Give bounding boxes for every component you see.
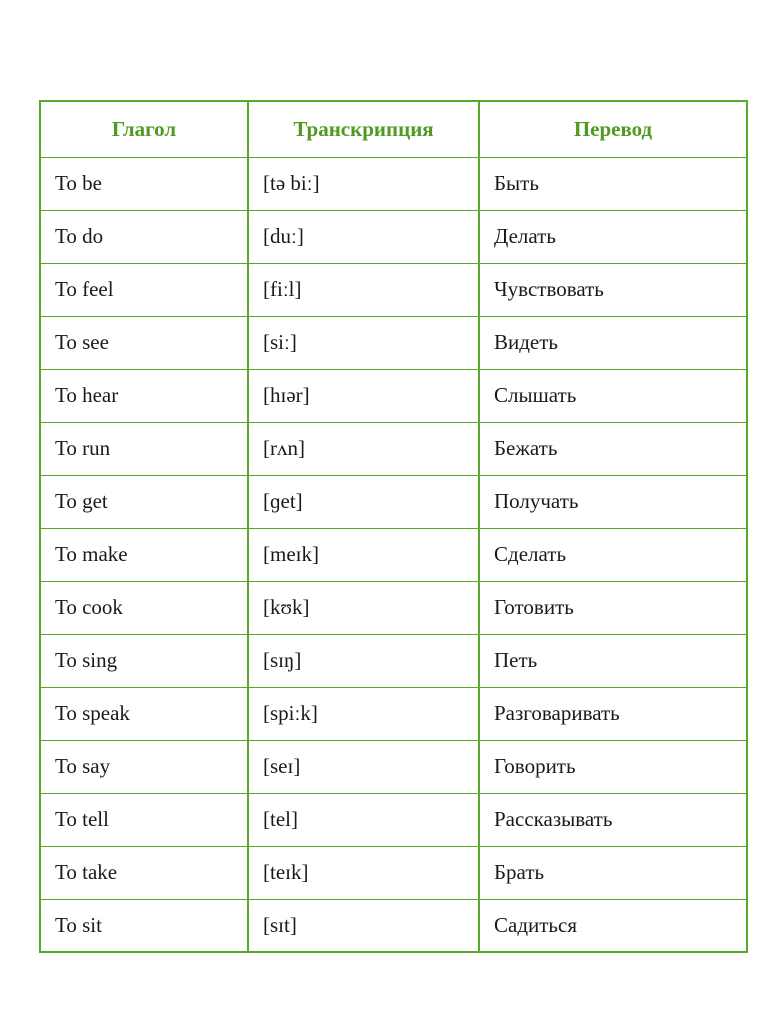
- verb-cell: To get: [40, 475, 248, 528]
- table-body: [40, 157, 747, 952]
- translation-cell: Петь: [479, 634, 747, 687]
- verb-cell: To sing: [40, 634, 248, 687]
- translation-cell: Быть: [479, 157, 747, 210]
- translation-cell: Готовить: [479, 581, 747, 634]
- table-row: [40, 157, 747, 210]
- translation-cell: Делать: [479, 210, 747, 263]
- translation-cell: Слышать: [479, 369, 747, 422]
- table-row: [40, 899, 747, 952]
- verb-cell: To speak: [40, 687, 248, 740]
- verb-cell: To make: [40, 528, 248, 581]
- header-transcription: Транскрипция: [248, 101, 479, 157]
- translation-cell: Разговаривать: [479, 687, 747, 740]
- header-verb: Глагол: [40, 101, 248, 157]
- transcription-cell: [fiːl]: [248, 263, 479, 316]
- transcription-cell: [meɪk]: [248, 528, 479, 581]
- table-row: [40, 475, 747, 528]
- translation-cell: Получать: [479, 475, 747, 528]
- table-row: [40, 581, 747, 634]
- table-row: [40, 422, 747, 475]
- verb-cell: To hear: [40, 369, 248, 422]
- table-row: [40, 793, 747, 846]
- translation-cell: Говорить: [479, 740, 747, 793]
- header-translation: Перевод: [479, 101, 747, 157]
- verb-cell: To say: [40, 740, 248, 793]
- transcription-cell: [sɪt]: [248, 899, 479, 952]
- verb-cell: To cook: [40, 581, 248, 634]
- table-row: [40, 369, 747, 422]
- transcription-cell: [siː]: [248, 316, 479, 369]
- translation-cell: Брать: [479, 846, 747, 899]
- transcription-cell: [hɪər]: [248, 369, 479, 422]
- table-row: [40, 740, 747, 793]
- table-row: [40, 846, 747, 899]
- verb-cell: To see: [40, 316, 248, 369]
- translation-cell: Садиться: [479, 899, 747, 952]
- verb-cell: To feel: [40, 263, 248, 316]
- transcription-cell: [kʊk]: [248, 581, 479, 634]
- transcription-cell: [spiːk]: [248, 687, 479, 740]
- transcription-cell: [rʌn]: [248, 422, 479, 475]
- translation-cell: Сделать: [479, 528, 747, 581]
- translation-cell: Видеть: [479, 316, 747, 369]
- table-header: [40, 101, 747, 157]
- table-row: [40, 316, 747, 369]
- transcription-cell: [duː]: [248, 210, 479, 263]
- header-row: [40, 101, 747, 157]
- translation-cell: Чувствовать: [479, 263, 747, 316]
- table-row: [40, 210, 747, 263]
- verb-cell: To take: [40, 846, 248, 899]
- table-row: [40, 687, 747, 740]
- translation-cell: Бежать: [479, 422, 747, 475]
- table-row: [40, 528, 747, 581]
- verb-cell: To do: [40, 210, 248, 263]
- transcription-cell: [teɪk]: [248, 846, 479, 899]
- verb-cell: To sit: [40, 899, 248, 952]
- verb-cell: To tell: [40, 793, 248, 846]
- transcription-cell: [ɡet]: [248, 475, 479, 528]
- transcription-cell: [seɪ]: [248, 740, 479, 793]
- transcription-cell: [tə biː]: [248, 157, 479, 210]
- table-row: [40, 634, 747, 687]
- transcription-cell: [tel]: [248, 793, 479, 846]
- verb-cell: To run: [40, 422, 248, 475]
- verbs-table: [39, 100, 748, 953]
- verb-cell: To be: [40, 157, 248, 210]
- translation-cell: Рассказывать: [479, 793, 747, 846]
- transcription-cell: [sɪŋ]: [248, 634, 479, 687]
- table-row: [40, 263, 747, 316]
